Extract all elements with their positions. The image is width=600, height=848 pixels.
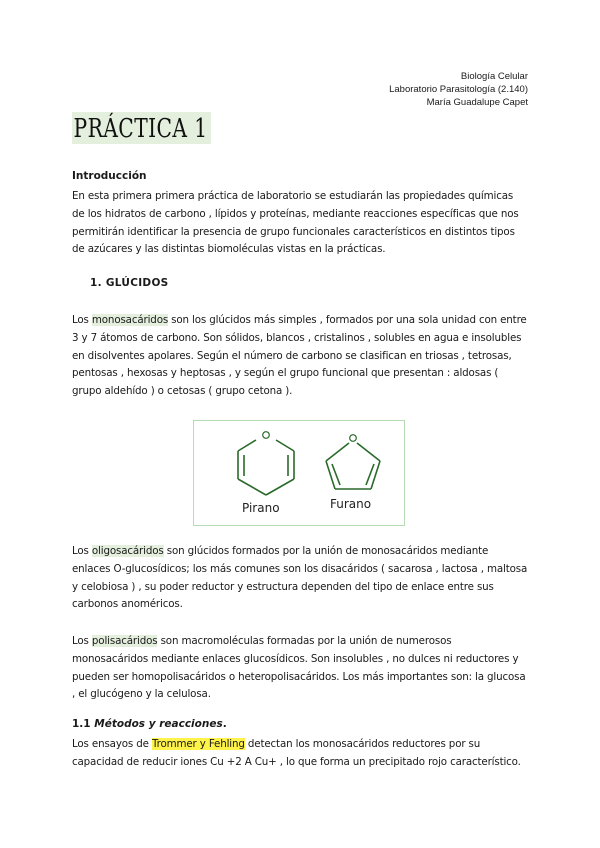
furan-label: Furano (330, 497, 372, 511)
furan-ring (326, 435, 380, 489)
highlight-term: Trommer y Fehling (151, 738, 245, 750)
page-title: PRÁCTICA 1 (72, 112, 211, 144)
section-heading: 1. GLÚCIDOS (90, 277, 169, 289)
text-run: Los ensayos de (72, 738, 152, 750)
text-run: son los glúcidos más simples , formados por una sola unidad con entre 3 y 7 átomos de carbono. Son sólidos, blancos , cristalinos , solubles en agua e insolubles en disolventes apolares. Según el número de carbono se clasifican en triosas , tetrosas, pentosas , hexosas y heptosas , y según el grupo funcional que presentan : aldosas ( grupo aldehído ) o cetosas ( grupo cetona ). (72, 314, 527, 398)
subsection-dot: . (222, 718, 227, 730)
highlight-term: oligosacáridos (91, 545, 164, 557)
intro-paragraph: En esta primera primera práctica de laboratorio se estudiarán las propiedades químicas de los hidratos de carbono , lípidos y proteínas, mediante reacciones específicas que nos permitirán identificar la presencia de grupo funcionales característicos en distintos tipos de azúcares y las distintas biomoléculas vistas en la prácticas. (72, 190, 519, 256)
oligosaccharides-paragraph (72, 543, 528, 614)
lab-name: Laboratorio Parasitología (2.140) (389, 84, 528, 95)
course-name: Biología Celular (460, 71, 528, 82)
text-run: son macromoléculas formadas por la unión de numerosos monosacáridos mediante enlaces glucosídicos. Son insolubles , no dulces ni reductores y pueden ser homopolisacáridos o heteropolisacáridos. Los más importantes son: la glucosa , el glucógeno y la celulosa. (72, 635, 526, 701)
subsection-title: Métodos y reacciones (94, 718, 223, 730)
pyran-ring (238, 432, 294, 495)
document-header (389, 70, 528, 109)
polysaccharides-paragraph (72, 633, 528, 704)
highlight-term: polisacáridos (91, 635, 158, 647)
methods-paragraph (72, 736, 528, 772)
ring-structures-drawing (194, 421, 404, 525)
title-container (72, 112, 250, 144)
pyran-furan-figure (193, 420, 405, 526)
text-run: Los (72, 635, 92, 647)
monosaccharides-paragraph (72, 312, 528, 401)
author-name: María Guadalupe Capet (426, 97, 528, 108)
subsection-number: 1.1 (72, 718, 95, 730)
highlight-term: monosacáridos (91, 314, 169, 326)
text-run: son glúcidos formados por la unión de monosacáridos mediante enlaces O-glucosídicos; los más comunes son los disacáridos ( sacarosa , lactosa , maltosa y celobiosa ) , su poder reductor y estructura dependen del tipo de enlace entre sus carbonos anoméricos. (72, 545, 528, 611)
subsection-heading (72, 718, 227, 730)
pyran-label: Pirano (242, 501, 280, 515)
text-run: Los (72, 545, 92, 557)
intro-heading: Introducción (72, 170, 147, 182)
text-run: Los (72, 314, 92, 326)
text-run: detectan los monosacáridos reductores por su capacidad de reducir iones Cu +2 A Cu+ , lo que forma un precipitado rojo característico. (72, 738, 521, 768)
